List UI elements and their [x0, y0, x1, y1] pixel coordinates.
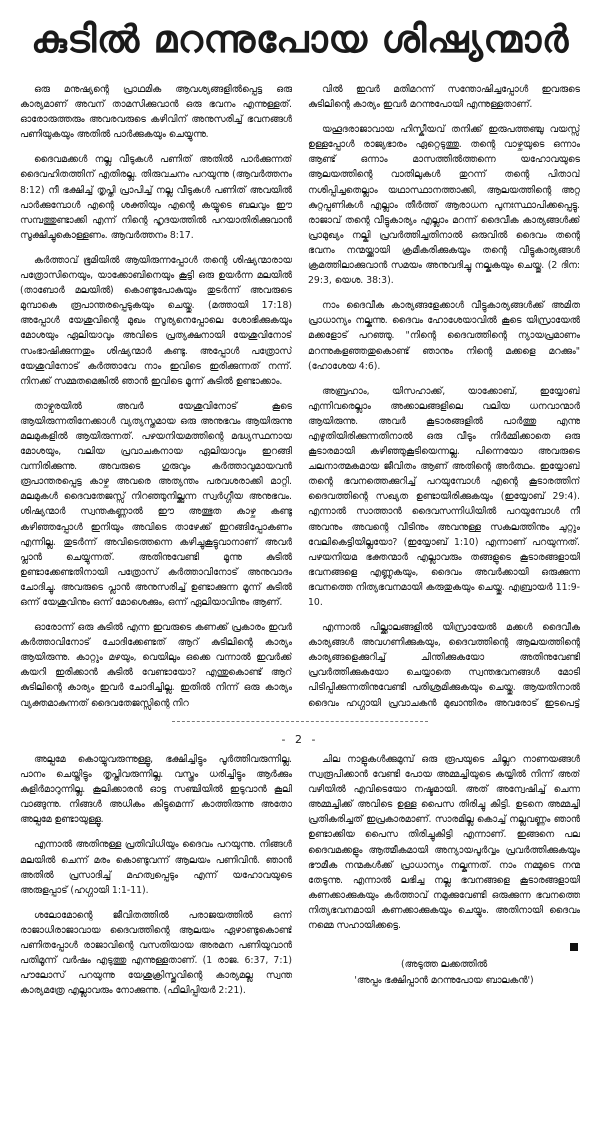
paragraph: താഴ്വരയിൽ അവർ യേശുവിനോട് കൂടെ ആയിരുന്നതിനേക്കാൾ വ്യത്യസ്തമായ ഒരു അനുഭവം ആയിരുന്നു മലമുകളിൽ ആയിരുന്നത്. പഴയനിയമത്തിന്റെ മദ്ധ്യസ്ഥനായ മോശയും, വലിയ പ്രവാചകനായ ഏലിയാവും ഇറങ്ങി വന്നിരിക്കുന്നു. അവരുടെ ഗുരുവും കർത്താവുമായവൻ രൂപാന്തരപ്പെട്ട കാഴ്ച അവരെ അത്യന്തം പരവശരാക്കി മാറ്റി. മലമുകൾ ദൈവതേജസ്സ് നിറഞ്ഞുനില്ക്കുന്ന സ്വർഗ്ഗീയ അനുഭവം. ശിഷ്യന്മാർ സ്വന്തകണ്ണാൽ ഈ അത്ഭുത കാഴ്ച കണ്ടു കഴിഞ്ഞപ്പോൾ ഇനിയും അവിടെ താഴേക്ക് ഇറങ്ങിപ്പോകണം എന്നില്ല. തുടർന്ന് അവിടെത്തന്നെ കഴിച്ചുകൂട്ടുവാനാണ് അവർ പ്ലാൻ ചെയ്യുന്നത്. അതിനുവേണ്ടി മൂന്നു കുടിൽ ഉണ്ടാക്കേണ്ടതിനായി പത്രോസ് കർത്താവിനോട് അനുവാദം ചോദിച്ചു. അവരുടെ പ്ലാൻ അനുസരിച്ച് ഉണ്ടാക്കുന്ന മൂന്ന് കുടിൽ ഒന്ന് യേശുവിനും ഒന്ന് മോശെക്കും, ഒന്ന് ഏലിയാവിനും ആണ്.: [20, 400, 292, 608]
paragraph: എന്നാൽ അതിനുള്ള പ്രതിവിധിയും ദൈവം പറയുന്നു. നിങ്ങൾ മലയിൽ ചെന്ന് മരം കൊണ്ടുവന്ന് ആലയം പണിവിൻ. ഞാൻ അതിൽ പ്രസാദിച്ച് മഹത്വപ്പെടും എന്ന് യഹോവയുടെ അരുളപ്പാട് (ഹഗ്ഗായി 1:1-11).: [20, 839, 292, 896]
paragraph: വിൽ ഇവർ മതിമറന്ന് സന്തോഷിച്ചപ്പോൾ ഇവരുടെ കുടിലിന്റെ കാര്യം ഇവർ മറന്നുപോയി എന്നുള്ളതാണ്.: [308, 84, 580, 111]
paragraph: യഹൂദരാജാവായ ഹിസ്കീയവ് തനിക്ക് ഇരുപത്തഞ്ചു വയസ്സ് ഉള്ളപ്പോൾ രാജ്യഭാരം ഏറ്റെടുത്തു. തന്റെ വാഴ്ചയുടെ ഒന്നാം ആണ്ട് ഒന്നാം മാസത്തിൽത്തന്നെ യഹോവയുടെ ആലയത്തിന്റെ വാതിലുകൾ തുറന്ന് തന്റെ പിതാവ് നശിപ്പിച്ചതെല്ലാം യഥാസ്ഥാനത്താക്കി, ആലയത്തിന്റെ അറ്റ കുറ്റപ്പണികൾ എല്ലാം തീർത്ത് ആരാധന പുനഃസ്ഥാപിക്കപ്പെട്ടു. രാജാവ് തന്റെ വീട്ടുകാര്യം എല്ലാം മറന്ന് ദൈവീക കാര്യങ്ങൾക്ക് പ്രാമുഖ്യം നല്കി പ്രവർത്തിച്ചതിനാൽ ഒരുവിൽ ദൈവം തന്റെ ഭവനം നന്മയ്ക്കായി ക്രമീകരിക്കുകയും തന്റെ വീട്ടുകാര്യങ്ങൾ ക്രമത്തിലാക്കുവാൻ സമയം അനുവദിച്ചു നല്കുകയും ചെയ്തു. (2 ദിന: 29:3, യെശ. 38:3).: [308, 124, 580, 287]
paragraph: കർത്താവ് ഭൂമിയിൽ ആയിരുന്നപ്പോൾ തന്റെ ശിഷ്യന്മാരായ പത്രോസിനെയും, യാക്കോബിനെയും കൂട്ടി ഒരു ഉയർന്ന മലയിൽ (താബോർ മലയിൽ) കൊണ്ടുപോകുയും തുടർന്ന് അവരുടെ മുമ്പാകെ രൂപാന്തരപ്പെടുകയും ചെയ്തു. (മത്തായി 17:18) അപ്പോൾ യേശുവിന്റെ മുഖം സൂര്യനെപ്പോലെ ശോഭിക്കുകയും മോശയും ഏലിയാവും അവിടെ പ്രത്യക്ഷനായി യേശുവിനോട് സംഭാഷിക്കുന്നതും ശിഷ്യന്മാർ കണ്ടു. അപ്പോൾ പത്രോസ് യേശുവിനോട് കർത്താവേ നാം ഇവിടെ ഇരിക്കുന്നത് നന്ന്. നിനക്ക് സമ്മതമെങ്കിൽ ഞാൻ ഇവിടെ മൂന്ന് കുടിൽ ഉണ്ടാക്കാം.: [20, 254, 292, 387]
article-title: കുടിൽ മറന്നുപോയ ശിഷ്യന്മാർ: [31, 17, 569, 61]
paragraph: ദൈവമക്കൾ നല്ല വീടുകൾ പണിത് അതിൽ പാർക്കുന്നത് ദൈവഹിതത്തിന് എതിരല്ല. തിരുവചനം പറയുന്നു (ആവർത്തനം 8:12) നീ ഭക്ഷിച്ച് തൃപ്തി പ്രാപിച്ച് നല്ല വീടുകൾ പണിത് അവയിൽ പാർക്കുമ്പോൾ എന്റെ ശക്തിയും എന്റെ കയ്യുടെ ബലവും ഈ സമ്പത്തുണ്ടാക്കി എന്ന് നിന്റെ ഹൃദയത്തിൽ പറയാതിരിക്കുവാൻ സൂക്ഷിച്ചുകൊള്ളണം. ആവർത്തനം 8:17.: [20, 154, 292, 241]
paragraph: എന്നാൽ പില്ക്കാലങ്ങളിൽ യിസ്രായേൽ മക്കൾ ദൈവീക കാര്യങ്ങൾ അവഗണിക്കുകയും, ദൈവത്തിന്റെ ആലയത്തിന്റെ കാര്യങ്ങളെക്കുറിച്ച് ചിന്തിക്കുകയോ അതിനുവേണ്ടി പ്രവർത്തിക്കുകയോ ചെയ്യാതെ സ്വന്തഭവനങ്ങൾ മോടി പിടിപ്പിക്കുന്നതിനുവേണ്ടി പരിശ്രമിക്കുകയും ചെയ്തു. ആയതിനാൽ ദൈവം ഹഗ്ഗായി പ്രവാചകൻ മുഖാന്തിരം അവരോട് ഇടപെട്ട്: [308, 622, 580, 709]
top-left-column: [20, 82, 292, 710]
page-number: - 2 -: [281, 733, 319, 746]
page-divider: [172, 721, 428, 722]
next-issue-line: (അടുത്ത ലക്കത്തിൽ: [401, 959, 487, 971]
paragraph: നാം ദൈവീക കാര്യങ്ങളേക്കാൾ വീട്ടുകാര്യങ്ങൾക്ക് അമിത പ്രാധാന്യം നല്കുന്നു. ദൈവം ഹോശേയാവിൽ കൂടെ യിസ്രായേൽ മക്കളോട് പറഞ്ഞു. "നിന്റെ ദൈവത്തിന്റെ ന്യായപ്രമാണം മറന്നുകളഞ്ഞതുകൊണ്ട് ഞാനും നിന്റെ മക്കളെ മറക്കും" (ഹോശേയ 4:6).: [308, 300, 580, 372]
end-square-icon: [570, 943, 578, 951]
top-right-column: [308, 82, 580, 710]
bottom-right-column: [308, 752, 580, 1122]
paragraph: ശലോമോന്റെ ജീവിതത്തിൽ പരാജയത്തിൽ ഒന്ന് രാജാധിരാജാവായ ദൈവത്തിന്റെ ആലയം ഏഴാണ്ടുകൊണ്ട് പണിതപ്പോൾ രാജാവിന്റെ വസതിയായ അരമന പണിയുവാൻ പതിമൂന്ന് വർഷം എടുത്തു എന്നുള്ളതാണ്. (1 രാജ. 6:37, 7:1) പൗലോസ് പറയുന്നു യേശുക്രിസ്തുവിന്റെ കാര്യമല്ല സ്വന്ത കാര്യമത്രേ എല്ലാവരും നോക്കുന്നു. (ഫിലിപ്പിയർ 2:21).: [20, 909, 292, 997]
paragraph: ഓരോന്ന് ഒരു കുടിൽ എന്ന ഇവരുടെ കണക്ക് പ്രകാരം ഇവർ കർത്താവിനോട് ചോദിക്കേണ്ടത് ആറ് കുടിലിന്റെ കാര്യം ആയിരുന്നു. കാറ്റും മഴയും, വെയിലും ഒക്കെ വന്നാൽ ഇവർക്ക് കയറി ഇരിക്കാൻ കുടിൽ വേണ്ടായോ? എന്തുകൊണ്ട് ആറ് കുടിലിന്റെ കാര്യം ഇവർ ചോദിച്ചില്ല. ഇതിൽ നിന്ന് ഒരു കാര്യം വ്യക്തമാകുന്നത് ദൈവതേജസ്സിന്റെ നിറ: [20, 622, 292, 709]
next-issue-title: 'അപ്പം ഭക്ഷിപ്പാൻ മറന്നുപോയ ബാലകൻ'): [354, 975, 534, 987]
bottom-columns: [20, 752, 580, 1122]
paragraph: അല്പമേ കൊയ്യുവരുന്നുള്ളൂ, ഭക്ഷിച്ചിട്ടും പൂർത്തിവരുന്നില്ല. പാനം ചെയ്തിട്ടും തൃപ്തിവരുന്നില്ല. വസ്ത്രം ധരിച്ചിട്ടും ആർക്കും കുളിർമാറുന്നില്ല. കൂലിക്കാരൻ ഓട്ട സഞ്ചിയിൽ ഇടുവാൻ കൂലി വാങ്ങുന്നു. നിങ്ങൾ അധികം കിട്ടുമെന്ന് കാത്തിരുന്നു അതോ അല്പമേ ഉണ്ടായുള്ളൂ.: [20, 754, 292, 826]
paragraph: അബ്രഹാം, യിസഹാക്ക്, യാക്കോബ്, ഇയ്യോബ് എന്നിവരെല്ലാം അക്കാലങ്ങളിലെ വലിയ ധനവാന്മാർ ആയിരുന്നു. അവർ കൂടാരങ്ങളിൽ പാർത്തു എന്നു എഴുതിയിരിക്കുന്നതിനാൽ ഒരു വീടും നിർമ്മിക്കാതെ ഒരു കൂടാരമായി കഴിഞ്ഞുകൂടിയെന്നല്ല. പിന്നെയോ അവരുടെ ചലനാത്മകമായ ജീവിതം ആണ് അതിന്റെ അർത്ഥം. ഇയ്യോബ് തന്റെ ഭവനത്തെക്കുറിച്ച് പറയുമ്പോൾ എന്റെ കൂടാരത്തിന് ദൈവത്തിന്റെ സഖ്യത ഉണ്ടായിരിക്കുകയും (ഇയ്യോബ് 29:4). എന്നാൽ സാത്താൻ ദൈവസന്നിധിയിൽ പറയുമ്പോൾ നീ അവനും അവന്റെ വീടിനും അവനുള്ള സകലത്തിനും ചുറ്റും വേലികെട്ടിയില്ലയോ? (ഇയ്യോബ് 1:10) എന്നാണ് പറയുന്നത്. പഴയനിയമ ഭക്തന്മാർ എല്ലാവരും തങ്ങളുടെ കൂടാരങ്ങളായി ഭവനങ്ങളെ എണ്ണുകയും, ദൈവം അവർക്കായി ഒരുക്കുന്ന ഭവനത്തെ നിത്യഭവനമായി കരുതുകയും ചെയ്തു. എബ്രായർ 11:9-10.: [308, 385, 580, 608]
paragraph: ഒരു മനുഷ്യന്റെ പ്രാഥമിക ആവശ്യങ്ങളിൽപ്പെട്ട ഒരു കാര്യമാണ് അവന് താമസിക്കുവാൻ ഒരു ഭവനം എന്നുള്ളത്. ഓരോരുത്തരും അവരവരുടെ കഴിവിന് അനുസരിച്ച് ഭവനങ്ങൾ പണിയുകയും അതിൽ പാർക്കുകയും ചെയ്യുന്നു.: [20, 84, 292, 141]
next-issue-note: [308, 957, 580, 989]
paragraph: ചില നാളുകൾക്കുമുമ്പ് ഒരു രൂപയുടെ ചില്ലറ നാണയങ്ങൾ സ്വരൂപിക്കാൻ വേണ്ടി പോയ അമ്മച്ചിയുടെ കയ്യിൽ നിന്ന് അത് വഴിയിൽ എവിടെയോ നഷ്ടമായി. അത് അന്വേഷിച്ച് ചെന്ന അമ്മച്ചിക്ക് അവിടെ ഉള്ള പൈസ തിരിച്ചു കിട്ടി. ഉടനെ അമ്മച്ചി പ്രതികരിച്ചത് ഇപ്രകാരമാണ്. സാരമില്ല കൊച്ച് നല്ലവണ്ണം ഞാൻ ഉണ്ടാക്കിയ പൈസ തിരിച്ചുകിട്ടി എന്നാണ്. ഇങ്ങനെ പല ദൈവമക്കളും ആത്മീകമായി അന്യായപൂർവ്വം പ്രവർത്തിക്കുകയും ഭൗമീക നന്മകൾക്ക് പ്രാധാന്യം നല്കുന്നത്. നാം നമ്മുടെ നന്മ തേടുന്നു. എന്നാൽ ലഭിച്ച നല്ല ഭവനങ്ങളെ കൂടാരങ്ങളായി കണക്കാക്കുകയും കർത്താവ് നമുക്കുവേണ്ടി ഒരുക്കുന്ന ഭവനത്തെ നിത്യഭവനമായി കണക്കാക്കുകയും ചെയ്യും. അതിനായി ദൈവം നമ്മെ സഹായിക്കട്ടെ.: [308, 754, 580, 932]
top-columns: [20, 82, 580, 710]
bottom-left-column: [20, 752, 292, 1122]
